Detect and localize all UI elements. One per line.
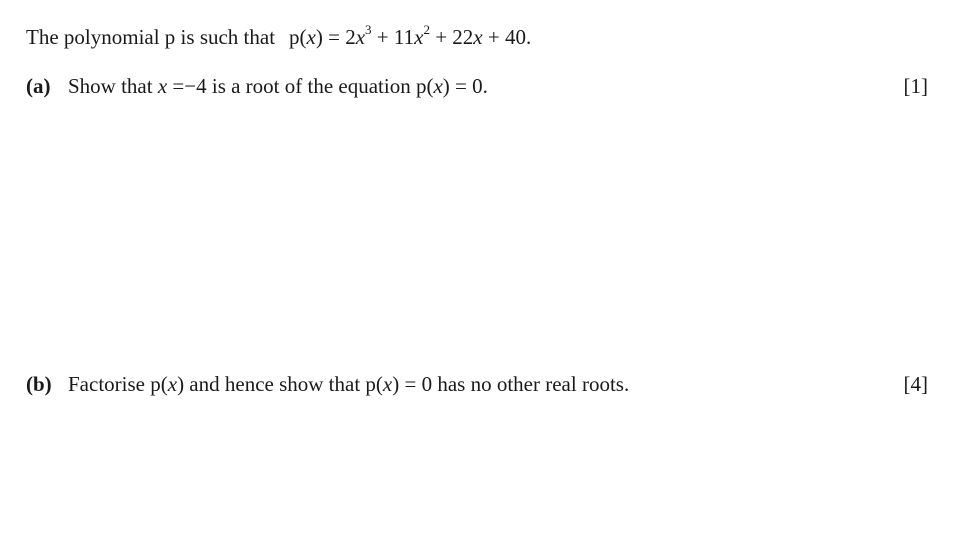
part-b-label: (b): [26, 372, 52, 396]
part-a-marks: [1]: [903, 74, 928, 98]
part-a-label: (a): [26, 74, 51, 98]
question-stem: [26, 24, 531, 50]
part-b-marks: [4]: [903, 372, 928, 396]
part-b-question: (b) Factorise p(x) and hence show that p(x) = 0 has no other real roots.: [26, 372, 630, 396]
stem-text: The polynomial p is such that: [26, 25, 276, 49]
polynomial-equation: $p(x) = 2x^3 + 11x^2 + 22x + 40$.: [289, 22, 532, 49]
part-a-question: (a) Show that x =−4 is a root of the equation p(x) = 0.: [26, 74, 488, 98]
